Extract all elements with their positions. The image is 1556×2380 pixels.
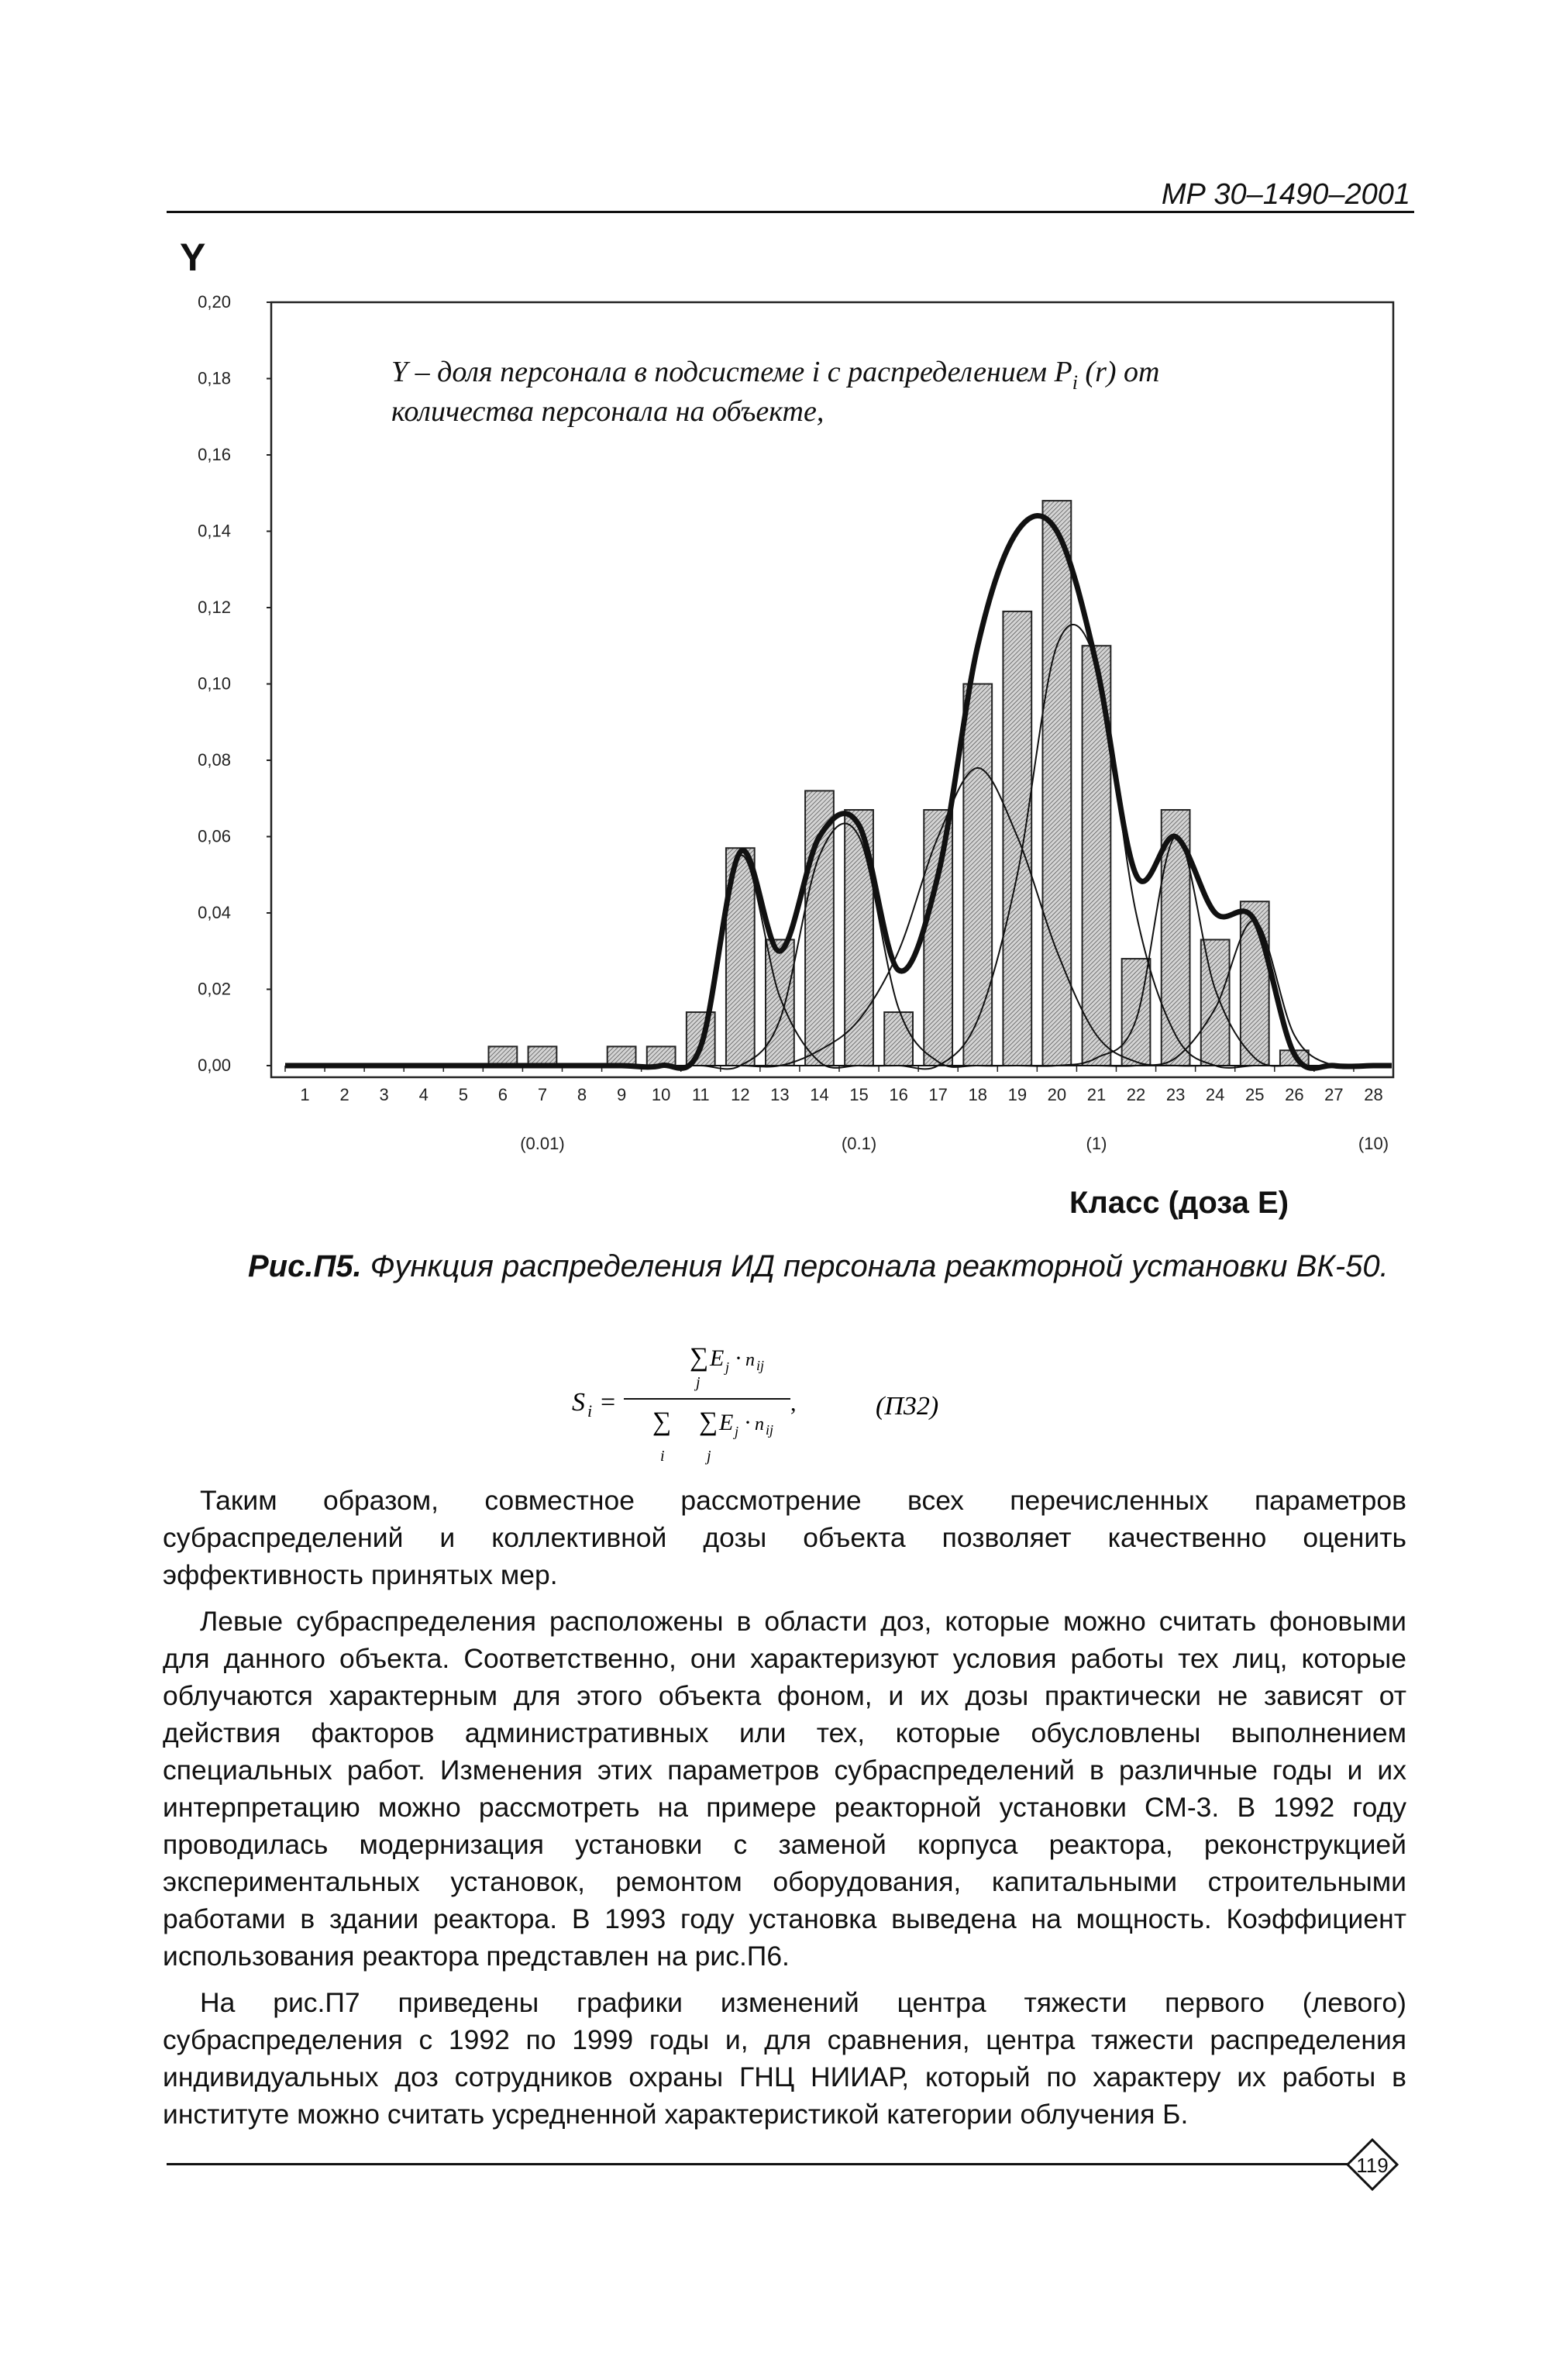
y-tick-label: 0,00 — [198, 1056, 231, 1075]
paragraph-3: На рис.П7 приведены графики изменений центра тяжести первого (левого) субраспределения с 1992 по 1999 годы и, для сравнения, центра тяжести распределения индивидуальных доз сотрудников охраны ГНЦ НИИАР, который по характеру их работы в институте можно считать усредненной характеристикой категории облучения Б. — [163, 1987, 1406, 2130]
dose-label: (1) — [1086, 1134, 1107, 1153]
y-tick-label: 0,14 — [198, 521, 231, 541]
y-axis — [198, 292, 271, 1075]
chart-annotation-line2: количества персонала на объекте, — [391, 395, 824, 428]
caption-text: Функция распределения ИД персонала реакторной установки ВК-50. — [361, 1249, 1389, 1283]
x-tick-label: 21 — [1086, 1085, 1107, 1104]
bar — [963, 684, 992, 1066]
x-tick-label: 5 — [458, 1085, 468, 1104]
paragraph-1: Таким образом, совместное рассмотрение всех перечисленных параметров субраспределений и коллективной дозы объекта позволяет качественно оценить эффективность принятых мер. — [163, 1485, 1406, 1590]
caption-number: Рис.П5. — [248, 1249, 362, 1283]
y-axis-letter: Y — [180, 236, 206, 279]
y-tick-label: 0,20 — [198, 292, 231, 312]
x-tick-label: 28 — [1364, 1085, 1383, 1104]
x-tick-label: 22 — [1126, 1085, 1146, 1104]
dose-label: (0.01) — [520, 1134, 565, 1153]
formula-num-dot: · — [735, 1345, 742, 1371]
bar — [528, 1046, 557, 1066]
x-tick-label: 13 — [770, 1085, 790, 1104]
page-number: 119 — [1356, 2154, 1389, 2177]
y-tick-label: 0,04 — [198, 903, 231, 922]
document-code: МР 30–1490–2001 — [1161, 178, 1410, 211]
formula-den-sum-outer: ∑ — [652, 1407, 672, 1436]
distribution-chart — [155, 287, 1426, 1170]
formula-eq: = — [601, 1388, 616, 1417]
bar — [647, 1046, 676, 1066]
bar — [1201, 939, 1230, 1066]
x-tick-label: 25 — [1245, 1085, 1265, 1104]
formula-num-E: E — [710, 1345, 725, 1371]
x-tick-label: 15 — [849, 1085, 869, 1104]
bar — [884, 1012, 913, 1066]
x-tick-label: 17 — [928, 1085, 948, 1104]
formula-den-n: n — [755, 1414, 764, 1435]
formula-den-dot: · — [744, 1410, 752, 1435]
y-tick-label: 0,06 — [198, 826, 231, 846]
x-tick-label: 14 — [810, 1085, 829, 1104]
x-tick-label: 4 — [418, 1085, 429, 1104]
formula-num-sum: ∑ — [690, 1343, 709, 1372]
bar — [608, 1046, 636, 1066]
x-tick-label: 2 — [339, 1085, 349, 1104]
x-tick-label: 19 — [1007, 1085, 1028, 1104]
bar — [1043, 501, 1072, 1066]
x-tick-label: 1 — [300, 1085, 310, 1104]
paragraph-2: Левые субраспределения расположены в области доз, которые можно считать фоновыми для данного объекта. Соответственно, они характеризуют условия работы тех лиц, которые облучаются характерным для этого объекта фоном, и их дозы практически не зависят от действия факторов административных или тех, которые обусловлены выполнением специальных работ. Изменения этих параметров субраспределений в различные годы и их интерпретацию можно рассмотреть на примере реакторной установки СМ-3. В 1992 году проводилась модернизация установки с заменой корпуса реактора, реконструкцией экспериментальных установок, ремонтом оборудования, капитальными строительными работами в здании реактора. В 1993 году установка выведена на мощность. Коэффициент использования реактора представлен на рис.П6. — [163, 1606, 1406, 1972]
y-tick-label: 0,16 — [198, 445, 231, 464]
x-tick-label: 11 — [691, 1085, 710, 1104]
y-tick-label: 0,10 — [198, 673, 231, 694]
x-tick-label: 26 — [1285, 1085, 1304, 1104]
x-tick-label: 16 — [889, 1085, 908, 1104]
formula-p32 — [558, 1333, 1023, 1472]
formula-den-E: E — [719, 1410, 734, 1435]
chart-annotation-line1: Y – доля персонала в подсистеме i с распределением $P_i$ (r) от — [391, 356, 1160, 394]
x-tick-label: 23 — [1165, 1085, 1186, 1104]
footer-rule — [167, 2163, 1360, 2165]
formula-num-E-sub: j — [725, 1359, 730, 1375]
x-tick-label: 24 — [1205, 1085, 1225, 1104]
x-tick-label: 12 — [731, 1085, 750, 1104]
formula-num-n-sub: ij — [756, 1358, 765, 1373]
header-rule — [167, 211, 1414, 213]
dose-labels — [520, 1134, 1389, 1153]
x-tick-label: 27 — [1324, 1085, 1344, 1104]
y-tick-label: 0,12 — [198, 598, 231, 617]
x-tick-label: 20 — [1047, 1085, 1067, 1104]
formula-num-n: n — [745, 1350, 755, 1370]
bar — [924, 810, 952, 1066]
dose-label: (10) — [1358, 1134, 1389, 1153]
formula-label: (П32) — [876, 1392, 939, 1421]
formula-den-n-sub: ij — [766, 1422, 774, 1438]
formula-den-index-j: j — [707, 1448, 711, 1465]
x-tick-label: 18 — [968, 1085, 987, 1104]
bar — [489, 1046, 518, 1066]
x-tick-label: 10 — [651, 1085, 671, 1104]
figure-caption — [248, 1249, 1389, 1284]
page-number-badge — [1345, 2137, 1399, 2192]
x-tick-label: 6 — [497, 1085, 508, 1104]
y-tick-label: 0,08 — [198, 750, 231, 770]
formula-lhs: S — [572, 1388, 585, 1417]
x-tick-label: 7 — [537, 1085, 548, 1104]
formula-lhs-sub: i — [587, 1401, 593, 1421]
formula-den-index-i: i — [660, 1448, 665, 1465]
formula-den-sum-inner: ∑ — [699, 1407, 718, 1436]
x-axis-title: Класс (доза Е) — [1069, 1186, 1289, 1220]
body-text — [163, 1482, 1406, 2142]
formula-den-E-sub: j — [735, 1424, 739, 1439]
x-tick-label: 8 — [577, 1085, 587, 1104]
y-tick-label: 0,18 — [198, 368, 231, 388]
formula-comma: , — [790, 1390, 797, 1416]
formula-num-index: j — [696, 1374, 701, 1391]
dose-label: (0.1) — [841, 1134, 877, 1153]
x-tick-label: 9 — [616, 1085, 627, 1104]
x-tick-label: 3 — [379, 1085, 389, 1104]
y-tick-label: 0,02 — [198, 979, 231, 999]
